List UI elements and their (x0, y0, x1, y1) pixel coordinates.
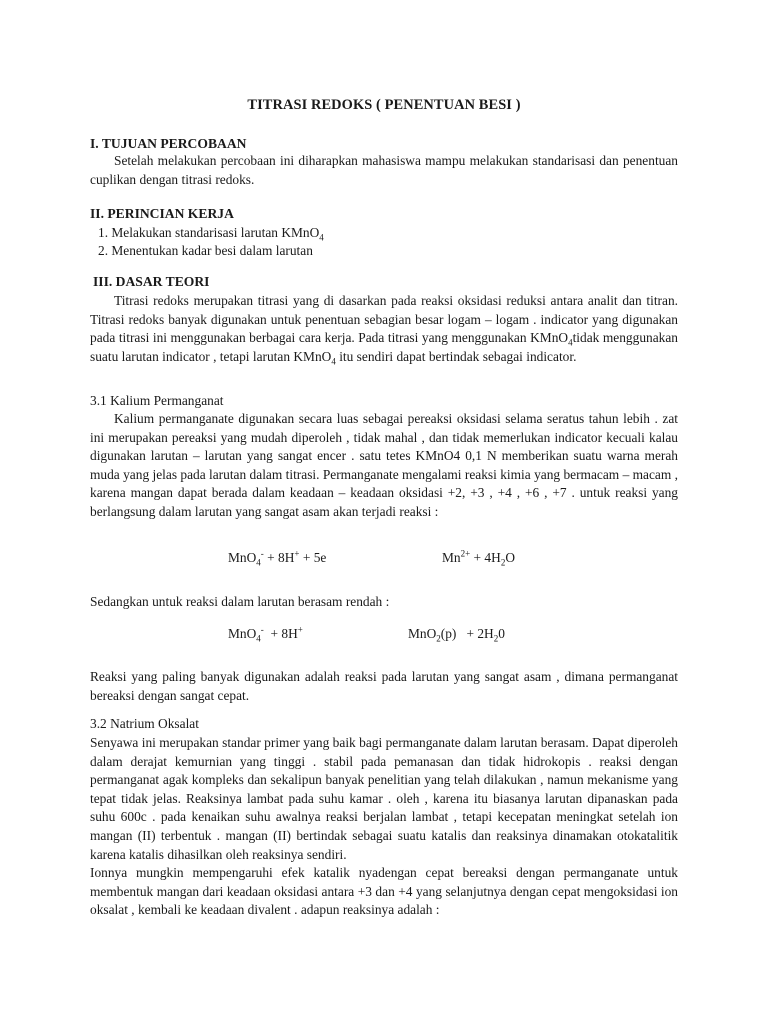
subscript: 4 (256, 557, 261, 568)
subsection-3-2-text-2: Ionnya mungkin mempengaruhi efek katalik nyadengan cepat bereaksi dengan permanganate untuk membentuk mangan dari keadaan oksidasi antara +3 dan +4 yang selanjutnya dengan cepat mengoksidasi ion oksalat , kembali ke keadaan divalent . adapun reaksinya adalah : (90, 865, 678, 918)
subscript: 4 (319, 232, 324, 243)
section-3-text-c: itu sendiri dapat bertindak sebagai indicator. (335, 348, 577, 364)
section-1-text: Setelah melakukan percobaan ini diharapkan mahasiswa mampu melakukan standarisasi dan penentuan cuplikan dengan titrasi redoks. (90, 153, 678, 187)
superscript: - (260, 548, 264, 559)
subscript: 2 (436, 633, 441, 644)
section-3-paragraph (90, 292, 678, 366)
eq-text: Mn (442, 550, 461, 565)
subsection-3-2-text-1: Senyawa ini merupakan standar primer yang baik bagi permanganate dalam larutan berasam. Dapat diperoleh dalam derajat kemurnian yang tinggi . stabil pada pemanasan dan tidak hidrokopis . reaksi dengan permanganat agak kompleks dan sekalipun banyak penelitian yang telah dilakukan , namun mekanisme yang tepat tidak jelas. Reaksinya lambat pada suhu kamar . oleh , karena itu biasanya larutan dipanaskan pada suhu 600c . pada kenaikan suhu awalnya reaksi berjalan lambat , tetapi kecepatan meningkat setelah ion mangan (II) terbentuk . mangan (II) bertindak sebagai suatu katalis dan reaksinya dinamakan otokatalitik karena katalis dihasilkan oleh reaksinya sendiri. (90, 735, 678, 862)
eq-text: O (505, 550, 515, 565)
equation-2-left (228, 626, 303, 642)
eq-text: + 5e (299, 550, 327, 565)
superscript: - (260, 624, 264, 635)
section-1-heading: I. TUJUAN PERCOBAAN (90, 136, 247, 151)
superscript: + (297, 624, 303, 635)
section-3-text-b: tidak menggunakan suatu larutan indicator , tetapi larutan KMnO (90, 330, 678, 364)
work-list-item-2: 2. Menentukan kadar besi dalam larutan (98, 243, 313, 258)
work-list-item-1 (98, 224, 324, 242)
subscript: 2 (500, 557, 506, 568)
subsection-3-1-text: Kalium permanganate digunakan secara luas sebagai pereaksi oksidasi selama seratus tahun lebih . zat ini merupakan pereaksi yang mudah diperoleh , tidak mahal , dan tidak memerlukan indicator kecuali kalau digunakan larutan – larutan yang sangat encer . satu tetes KMnO4 0,1 N memberikan suatu warna merah muda yang jelas pada larutan dalam titrasi. Permanganate mengalami reaksi kimia yang bermacam – macam , karena mangan dapat berada dalam keadaan – keadaan oksidasi +2, +3 , +4 , +6 , +7 . untuk reaksi yang berlangsung dalam larutan yang sangat asam akan terjadi reaksi : (90, 411, 678, 519)
subsection-3-2-paragraph (90, 734, 678, 920)
low-acid-intro: Sedangkan untuk reaksi dalam larutan berasam rendah : (90, 594, 390, 609)
work-list-item-1-text: 1. Melakukan standarisasi larutan KMnO (98, 225, 320, 240)
superscript: 2+ (460, 548, 471, 559)
subsection-3-2-heading: 3.2 Natrium Oksalat (90, 716, 199, 731)
superscript: + (294, 548, 300, 559)
eq-text: MnO (228, 626, 257, 641)
section-3-heading: III. DASAR TEORI (93, 274, 210, 289)
subscript: 4 (568, 337, 573, 348)
equation-1-left (228, 550, 326, 566)
section-3-text-a: Titrasi redoks merupakan titrasi yang di dasarkan pada reaksi oksidasi reduksi antara analit dan titran. Titrasi redoks banyak digunakan untuk penentuan sebagian besar logam – logam . indicator yang digunakan pada titrasi ini menggunakan berbagai cara kerja. Pada titrasi yang menggunakan KMnO (90, 293, 678, 346)
equation-2-right (408, 626, 505, 642)
eq-text: 0 (498, 626, 505, 641)
eq-text: MnO (408, 626, 437, 641)
document-title: TITRASI REDOKS ( PENENTUAN BESI ) (247, 97, 521, 113)
work-list (98, 224, 324, 260)
eq-text: (p) + 2H (440, 626, 494, 641)
conclusion-text: Reaksi yang paling banyak digunakan adalah reaksi pada larutan yang sangat asam , dimana permanganat bereaksi dengan sangat cepat. (90, 669, 678, 703)
eq-text: + 8H (263, 626, 298, 641)
equation-1-right (442, 550, 515, 566)
subsection-3-1-heading: 3.1 Kalium Permanganat (90, 393, 224, 408)
eq-text: + 4H (470, 550, 501, 565)
subscript: 4 (331, 356, 336, 367)
subscript: 4 (256, 633, 261, 644)
eq-text: MnO (228, 550, 257, 565)
eq-text: + 8H (263, 550, 295, 565)
subsection-3-1-paragraph (90, 410, 678, 522)
section-1-paragraph (90, 152, 678, 189)
conclusion-paragraph (90, 668, 678, 705)
section-2-heading: II. PERINCIAN KERJA (90, 206, 234, 221)
section-3-text (90, 292, 678, 366)
subscript: 2 (493, 633, 499, 644)
